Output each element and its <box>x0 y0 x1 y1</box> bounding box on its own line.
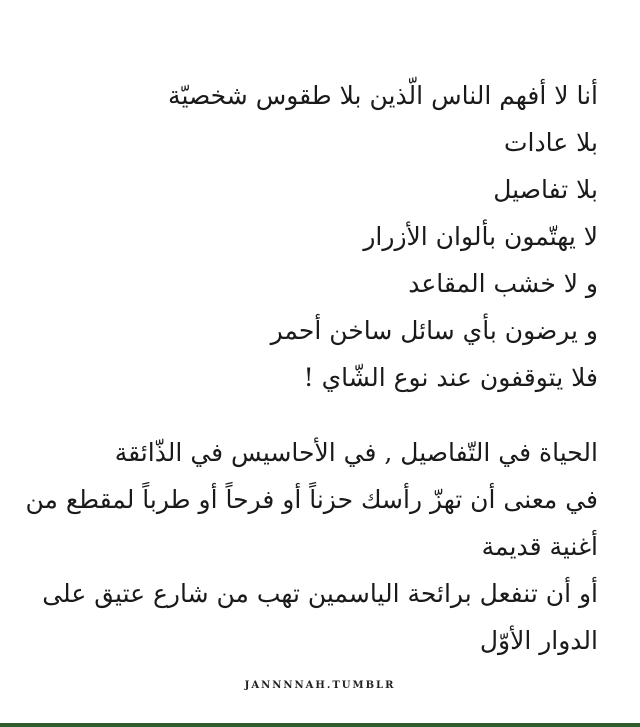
poem-text <box>25 72 598 664</box>
poem-line: و يرضون بأي سائل ساخن أحمر <box>270 316 598 345</box>
poem-line: أنا لا أفهم الناس الّذين بلا طقوس شخصيّة <box>168 81 598 110</box>
poem-line: لا يهتّمون بألوان الأزرار <box>363 222 598 251</box>
poem-line: بلا تفاصيل <box>493 175 598 204</box>
stanza-2 <box>25 429 598 664</box>
poem-line: أو أن تنفعل برائحة الياسمين تهب من شارع عتيق على <box>42 579 598 608</box>
tumblr-credit: JANNNNAH.TUMBLR <box>244 680 396 691</box>
poem-line: الحياة في التّفاصيل , في الأحاسيس في الذّائقة <box>114 438 598 467</box>
poem-line: في معنى أن تهزّ رأسك حزناً أو فرحاً أو طرباً لمقطع من <box>25 485 598 514</box>
poem-line: و لا خشب المقاعد <box>408 269 598 298</box>
stanza-1 <box>40 72 598 401</box>
poem-line: أغنية قديمة <box>481 532 598 561</box>
bottom-border <box>0 723 640 727</box>
poem-line: بلا عادات <box>504 128 598 157</box>
poem-line: الدوار الأوّل <box>479 626 598 655</box>
poem-line: فلا يتوقفون عند نوع الشّاي ! <box>303 363 598 392</box>
stanza-divider <box>40 401 598 429</box>
